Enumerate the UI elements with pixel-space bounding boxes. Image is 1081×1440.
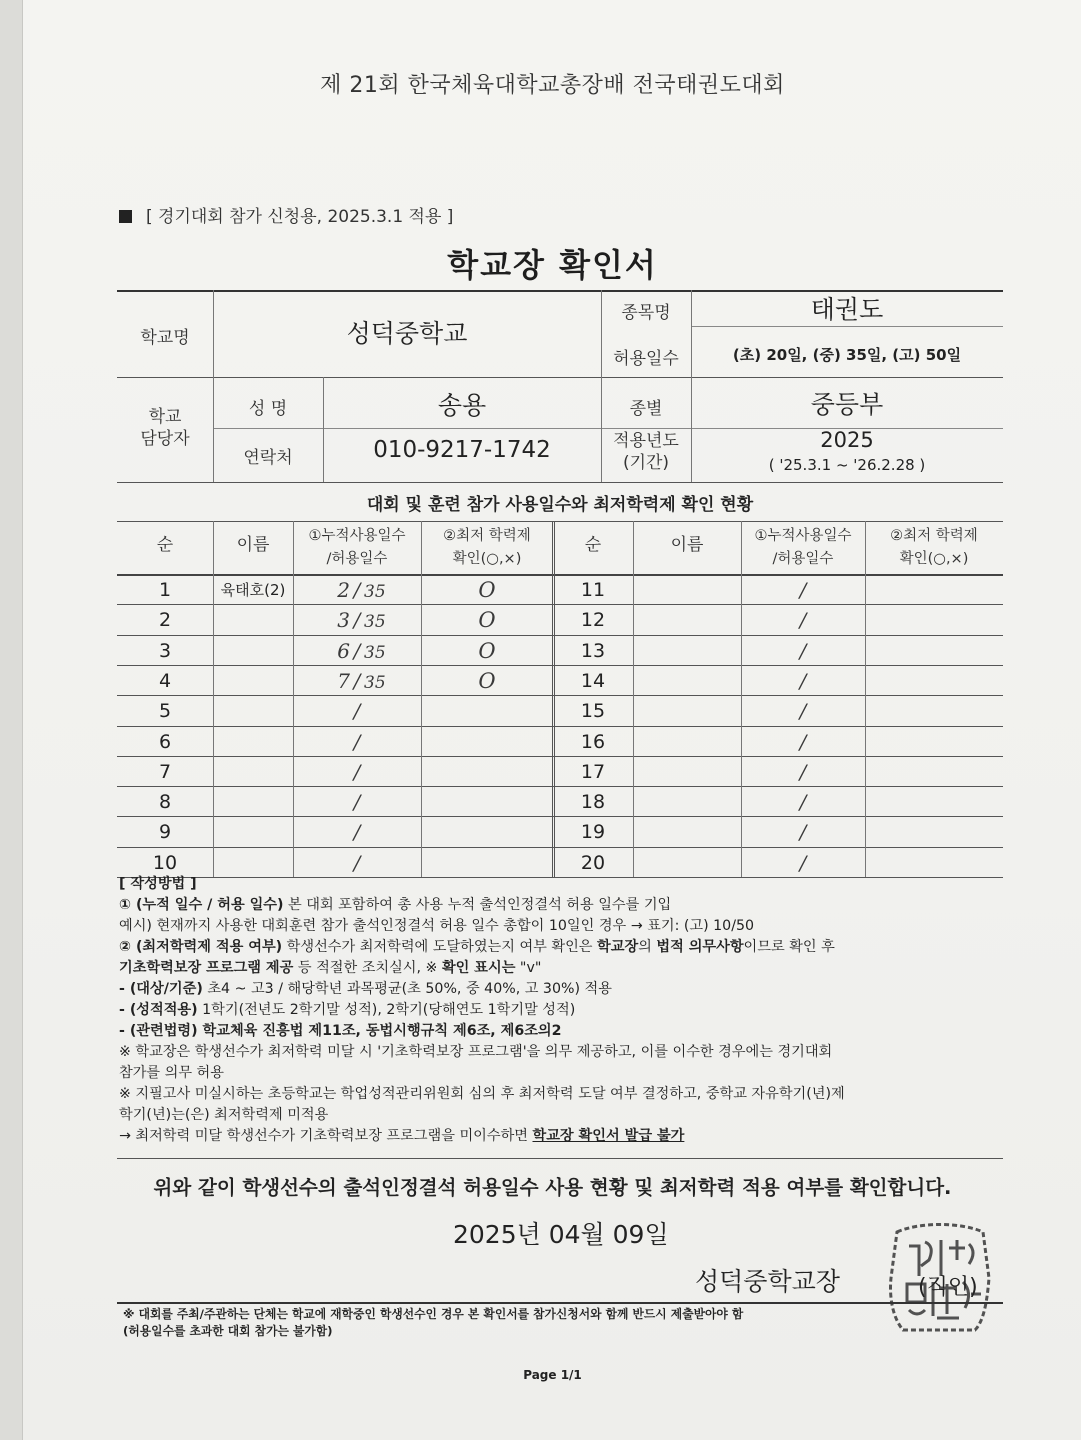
row-left-name — [213, 727, 293, 757]
row-right-no: 13 — [580, 639, 606, 662]
header-days: ①누적사용일수 /허용일수 — [308, 528, 406, 567]
row-left-no: 4 — [158, 669, 172, 692]
row-left-no: 7 — [158, 760, 172, 783]
sport-value: 태권도 — [810, 295, 884, 324]
row-right-no: 14 — [580, 669, 606, 692]
row-right-check — [865, 817, 1003, 847]
row-left-days: 3 / 35 — [337, 608, 386, 633]
note-elementary-cont: 학기(년)는(은) 최저학력제 미적용 — [119, 1107, 329, 1123]
note-principal-duty: ※ 학교장은 학생선수가 최저학력 미달 시 '기초학력보장 프로그램'을 의무 제공하고, 이를 이수한 경우에는 경기대회 — [119, 1044, 833, 1060]
row-left-check — [421, 757, 553, 787]
row-left-name — [213, 636, 293, 666]
sport-label: 종목명 — [621, 303, 671, 323]
row-left-check: O — [478, 608, 496, 633]
row-right-name — [633, 817, 741, 847]
row-left-days: / — [353, 790, 361, 815]
note-principal-duty-cont: 참가를 의무 허용 — [119, 1065, 224, 1081]
header-name: 이름 — [670, 535, 704, 555]
allowed-days-value: (초) 20일, (중) 35일, (고) 50일 — [732, 346, 962, 364]
row-right-check — [865, 605, 1003, 635]
status-table-title: 대회 및 훈련 참가 사용일수와 최저학력제 확인 현황 — [366, 495, 754, 515]
confirmation-statement: 위와 같이 학생선수의 출석인정결석 허용일수 사용 현황 및 최저학력 적용 여부를 확인합니다. — [153, 1176, 952, 1199]
footnote-top-border — [117, 1302, 1003, 1304]
note-elementary: ※ 지필고사 미실시하는 초등학교는 학업성적관리위원회 심의 후 최저학력 도달 여부 결정하고, 중학교 자유학기(년)제 — [119, 1086, 845, 1102]
notes-bottom-border — [117, 1158, 1003, 1159]
note-issuance: → 최저학력 미달 학생선수가 기초학력보장 프로그램을 미이수하면 학교장 확인서 발급 불가 — [119, 1128, 685, 1144]
contact-phone-label: 연락처 — [243, 448, 293, 468]
contact-name-label: 성 명 — [248, 399, 288, 419]
school-name: 성덕중학교 — [346, 319, 468, 348]
document-page — [22, 0, 1081, 1440]
note-1: ① (누적 일수 / 허용 일수) 본 대회 포함하여 총 사용 누적 출석인정결석 허용 일수를 기입 — [119, 897, 672, 913]
notes-title: [ 작성방법 ] — [119, 876, 197, 892]
row-left-check: O — [478, 638, 496, 663]
row-right-check — [865, 636, 1003, 666]
row-left-days: 7 / 35 — [337, 668, 386, 693]
row-right-days: / — [799, 668, 807, 693]
row-right-days: / — [799, 820, 807, 845]
event-title: 제 21회 한국체육대학교총장배 전국태권도대회 — [320, 73, 785, 98]
note-target: - (대상/기준) 초4 ~ 고3 / 해당학년 과목평균(초 50%, 중 40%, 고 30%) 적용 — [119, 981, 612, 997]
row-left-no: 5 — [158, 700, 172, 723]
row-left-check — [421, 727, 553, 757]
row-left-no: 1 — [158, 579, 172, 601]
row-left-days: / — [353, 729, 361, 754]
row-right-check — [865, 787, 1003, 817]
bullet-square-icon — [119, 210, 132, 223]
row-right-no: 19 — [580, 821, 606, 844]
row-right-days: / — [799, 759, 807, 784]
info-divider — [691, 326, 1003, 327]
row-left-no: 6 — [158, 730, 172, 753]
row-left-days: 6 / 35 — [337, 638, 386, 663]
row-right-name — [633, 727, 741, 757]
row-left-name — [213, 666, 293, 696]
year-value: 2025 — [820, 428, 874, 452]
header-no: 순 — [156, 535, 174, 555]
footnote: ※ 대회를 주최/주관하는 단체는 학교에 재학중인 학생선수인 경우 본 확인서를 참가신청서와 함께 반드시 제출받아야 함 (허용일수를 초과한 대회 참가는 불가함) — [123, 1307, 744, 1338]
document-title: 학교장 확인서 — [447, 246, 658, 284]
page-number: Page 1/1 — [523, 1368, 582, 1382]
writing-instructions — [119, 874, 1019, 1147]
note-2: ② (최저학력제 적용 여부) 학생선수가 최저학력에 도달하였는지 여부 확인은 학교장의 법적 의무사항이므로 확인 후 — [119, 939, 835, 955]
row-right-check — [865, 696, 1003, 726]
row-right-name — [633, 696, 741, 726]
row-left-check: O — [478, 668, 496, 693]
row-right-days: / — [799, 699, 807, 724]
info-divider — [117, 377, 1003, 378]
year-label: 적용년도 (기간) — [613, 431, 679, 473]
row-left-no: 10 — [152, 851, 178, 874]
row-left-days: / — [353, 850, 361, 875]
row-left-name — [213, 787, 293, 817]
row-right-days: / — [799, 790, 807, 815]
division-value: 중등부 — [810, 390, 884, 419]
header-check: ②최저 학력제 확인(○,×) — [890, 528, 978, 567]
note-1-example: 예시) 현재까지 사용한 대회훈련 참가 출석인정결석 허용 일수 총합이 10일인 경우 → 표기: (고) 10/50 — [119, 918, 755, 934]
row-right-name — [633, 636, 741, 666]
note-grade-period: - (성적적용) 1학기(전년도 2학기말 성적), 2학기(당해연도 1학기말 성적) — [119, 1002, 576, 1018]
row-right-name — [633, 575, 741, 605]
row-right-name — [633, 605, 741, 635]
row-right-no: 11 — [580, 579, 606, 601]
row-right-check — [865, 575, 1003, 605]
row-right-no: 20 — [580, 851, 606, 874]
header-no: 순 — [584, 535, 602, 555]
school-name-label: 학교명 — [140, 328, 190, 348]
principal-signature: 성덕중학교장 — [695, 1267, 840, 1296]
row-right-days: / — [799, 608, 807, 633]
row-right-check — [865, 757, 1003, 787]
row-left-name — [213, 605, 293, 635]
header-check: ②최저 학력제 확인(○,×) — [443, 528, 531, 567]
row-right-days: / — [799, 850, 807, 875]
row-left-name: 육태호(2) — [220, 581, 286, 599]
row-left-days: / — [353, 699, 361, 724]
row-right-no: 12 — [580, 609, 606, 632]
contact-phone: 010-9217-1742 — [373, 437, 551, 463]
row-left-days: 2 / 35 — [337, 578, 386, 602]
row-left-days: / — [353, 759, 361, 784]
row-right-no: 18 — [580, 791, 606, 814]
row-right-no: 17 — [580, 760, 606, 783]
row-left-name — [213, 696, 293, 726]
info-bottom-border — [117, 482, 1003, 483]
row-left-no: 2 — [158, 609, 172, 632]
status-table-top-border — [117, 521, 1003, 522]
issue-date: 2025년 04월 09일 — [453, 1220, 669, 1249]
row-left-check — [421, 787, 553, 817]
row-right-no: 16 — [580, 730, 606, 753]
row-right-name — [633, 787, 741, 817]
contact-name: 송용 — [437, 391, 487, 420]
row-left-no: 3 — [158, 639, 172, 662]
row-right-check — [865, 666, 1003, 696]
row-right-days: / — [799, 729, 807, 754]
row-right-name — [633, 666, 741, 696]
row-right-days: / — [799, 578, 807, 602]
division-label: 종별 — [629, 399, 663, 419]
year-period: ( '25.3.1 ~ '26.2.28 ) — [768, 456, 926, 474]
header-name: 이름 — [236, 535, 270, 555]
row-left-name — [213, 757, 293, 787]
row-right-no: 15 — [580, 700, 606, 723]
row-left-days: / — [353, 820, 361, 845]
note-laws: - (관련법령) 학교체육 진흥법 제11조, 동법시행규칙 제6조, 제6조의2 — [119, 1023, 562, 1039]
row-right-days: / — [799, 638, 807, 663]
row-left-check — [421, 696, 553, 726]
row-right-check — [865, 727, 1003, 757]
row-left-no: 9 — [158, 821, 172, 844]
note-2-line-2: 기초학력보장 프로그램 제공 등 적절한 조치실시, ※ 확인 표시는 "v" — [119, 960, 542, 976]
row-right-name — [633, 757, 741, 787]
allowed-days-label: 허용일수 — [613, 349, 679, 369]
contact-group-label: 학교 담당자 — [140, 407, 190, 449]
row-left-no: 8 — [158, 791, 172, 814]
row-left-check: O — [478, 578, 496, 602]
application-note: [ 경기대회 참가 신청용, 2025.3.1 적용 ] — [119, 202, 453, 227]
header-days: ①누적사용일수 /허용일수 — [754, 528, 852, 567]
seal-mark: (직인) — [918, 1275, 978, 1300]
row-left-name — [213, 817, 293, 847]
row-left-check — [421, 817, 553, 847]
